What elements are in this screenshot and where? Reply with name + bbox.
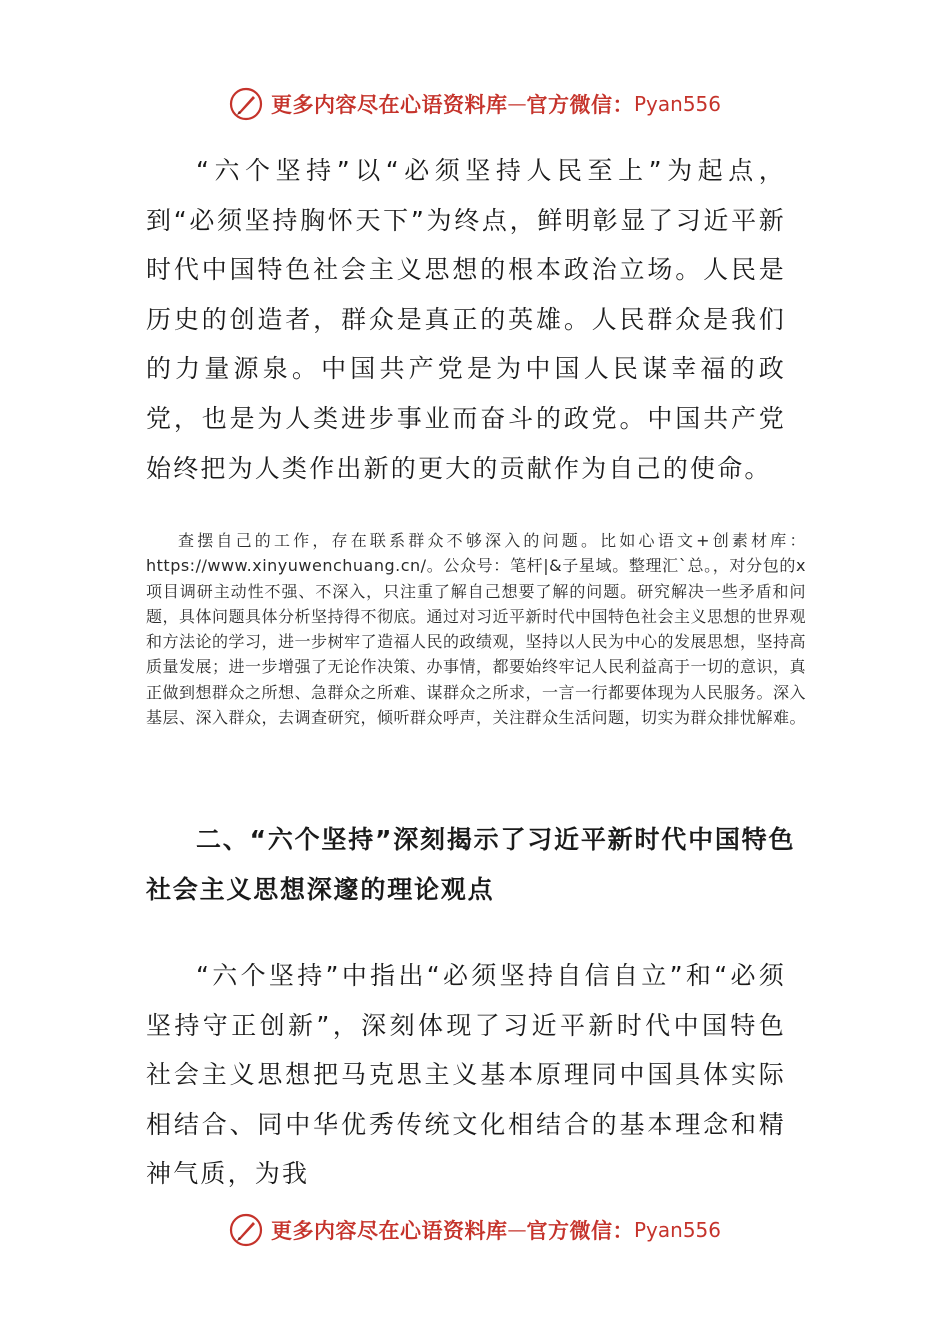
section-heading: 二、“六个坚持”深刻揭示了习近平新时代中国特色社会主义思想深邃的理论观点 [146, 825, 796, 904]
banner-separator: — [507, 93, 527, 115]
banner-wechat-label: 官方微信： [526, 92, 634, 117]
quill-logo-icon [229, 87, 263, 121]
body-paragraph-2: 查摆自己的工作，存在联系群众不够深入的问题。比如心语文+创素材库：https://www.xinyuwenchuang.cn/。公众号：笔杆|&子星域。整理汇`总。，对分包的x项目调研主动性不强、不深入，只注重了解自己想要了解的问题。研究解决一些矛盾和问题，具体问题具体分析坚持得不彻底。通过对习近平新时代中国特色社会主义思想的世界观和方法论的学习，进一步树牢了造福人民的政绩观，坚持以人民为中心的发展思想，坚持高质量发展；进一步增强了无论作决策、办事情，都要始终牢记人民利益高于一切的意识，真正做到想群众之所想、急群众之所难、谋群众之所求，一言一行都要体现为人民服务。深入基层、深入群众，去调查研究，倾听群众呼声，关注群众生活问题，切实为群众排忧解难。 [146, 531, 807, 728]
body-paragraph-1: “六个坚持”以“必须坚持人民至上”为起点，到“必须坚持胸怀天下”为终点，鲜明彰显了习近平新时代中国特色社会主义思想的根本政治立场。人民是历史的创造者，群众是真正的英雄。人民群众是我们的力量源泉。中国共产党是为中国人民谋幸福的政党，也是为人类进步事业而奋斗的政党。中国共产党始终把为人类作出新的更大的贡献作为自己的使命。 [146, 156, 786, 483]
footer-separator: — [507, 1219, 527, 1241]
footer-main-text: 更多内容尽在心语资料库 [270, 1218, 508, 1243]
footer-wechat-id: Pyan556 [633, 1218, 721, 1242]
body-paragraph-3: “六个坚持”中指出“必须坚持自信自立”和“必须坚持守正创新”，深刻体现了习近平新时代中国特色社会主义思想把马克思主义基本原理同中国具体实际相结合、同中华优秀传统文化相结合的基本理念和精神气质，为我 [146, 961, 786, 1189]
banner-wechat-id: Pyan556 [633, 92, 721, 116]
quill-logo-icon [229, 1213, 263, 1247]
page-header-banner [0, 84, 950, 124]
footer-wechat-label: 官方微信： [526, 1218, 634, 1243]
page-footer-banner [0, 1210, 950, 1250]
banner-main-text: 更多内容尽在心语资料库 [270, 92, 508, 117]
